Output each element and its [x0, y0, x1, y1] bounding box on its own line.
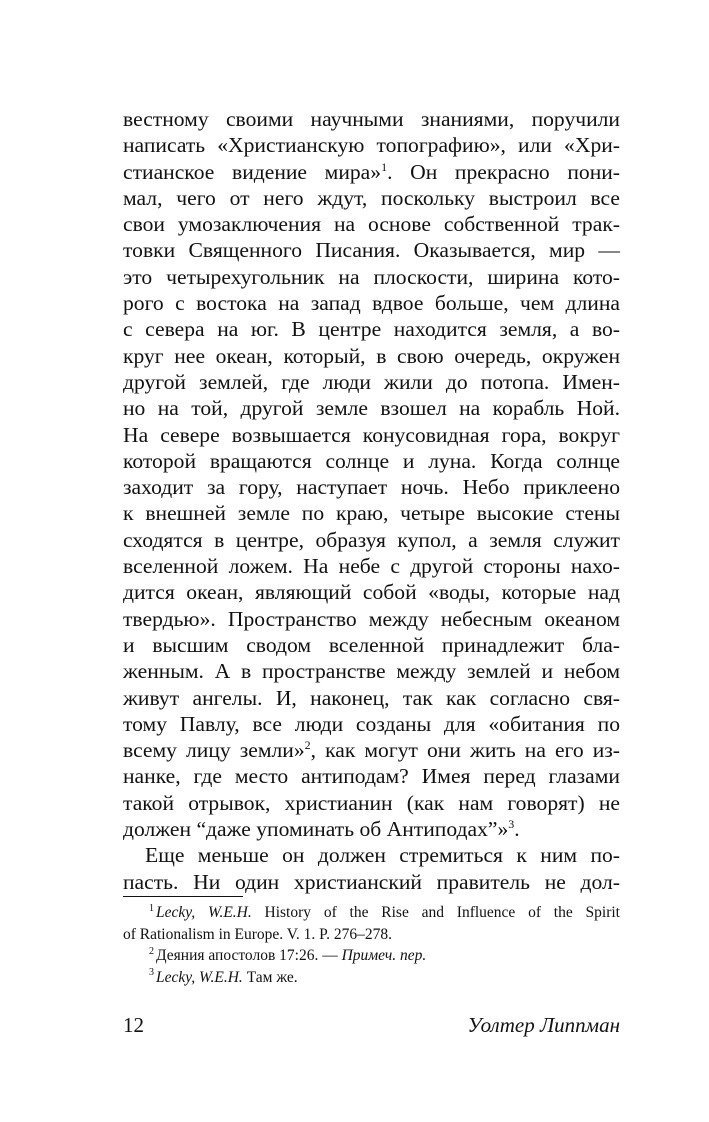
- translator-note: Примеч. пер.: [341, 947, 427, 964]
- footnote-3: [123, 967, 620, 989]
- footnote-separator: [123, 896, 243, 897]
- text-line: женным. А в пространстве между землей и небом: [123, 659, 620, 684]
- text-line: которой вращаются солнце и луна. Когда солнце: [123, 448, 620, 473]
- text-line: это четырехугольник на плоскости, ширина кото-: [123, 264, 620, 289]
- page-footer: [123, 1010, 620, 1040]
- text-line: живут ангелы. И, наконец, так как согласно свя-: [123, 685, 620, 710]
- text-line: вселенной ложем. На небе с другой стороны нахо-: [123, 554, 620, 579]
- text-line: сходятся в центре, образуя купол, а земля служит: [123, 527, 620, 552]
- text-line: рого с востока на запад вдвое больше, чем длина: [123, 291, 620, 316]
- text-line-start: всему лицу земли»: [123, 738, 305, 763]
- footnotes: [123, 902, 620, 988]
- text-line-start: стианское видение мира»: [123, 159, 382, 184]
- text-line: к внешней земле по краю, четыре высокие стены: [123, 501, 620, 526]
- text-line: вестному своими научными знаниями, поручили: [123, 107, 620, 131]
- footnote-1: [123, 902, 620, 924]
- text-line: нанке, где место антиподам? Имея перед глазами: [123, 764, 620, 789]
- text-line-end: .: [514, 817, 520, 842]
- footnote-text: Деяния апостолов 17:26. —: [156, 947, 342, 964]
- running-head-author: Уолтер Липпман: [467, 1013, 620, 1037]
- text-line: [123, 737, 620, 763]
- text-line: На севере возвышается конусовидная гора, вокруг: [123, 422, 620, 447]
- footnote-ref-2[interactable]: 2: [304, 737, 311, 752]
- text-line: [123, 816, 620, 842]
- footnote-author: Lecky, W.E.H.: [156, 904, 252, 921]
- text-line: другой землей, где люди жили до потопа. Имен-: [123, 369, 620, 394]
- text-line: дится океан, являющий собой «воды, которые над: [123, 580, 620, 605]
- footnote-ref-1[interactable]: 1: [381, 159, 388, 174]
- text-line: но на той, другой земле взошел на корабль Ной.: [123, 396, 620, 421]
- text-line: тому Павлу, все люди созданы для «обитания по: [123, 711, 620, 736]
- text-line: заходит за гору, наступает ночь. Небо приклеено: [123, 475, 620, 500]
- footnote-mark: 2: [149, 945, 154, 957]
- footnote-mark: 1: [149, 902, 154, 914]
- text-line: и высшим сводом вселенной принадлежит бла-: [123, 632, 620, 657]
- text-line: Еще меньше он должен стремиться к ним по-: [145, 843, 620, 868]
- text-line: пасть. Ни один христианский правитель не дол-: [123, 869, 620, 894]
- text-line: с севера на юг. В центре находится земля, а во-: [123, 317, 620, 342]
- body-text: [123, 106, 620, 895]
- page-number: 12: [123, 1013, 144, 1037]
- text-line: твердью». Пространство между небесным океаном: [123, 606, 620, 631]
- footnote-2: [123, 945, 620, 967]
- text-line: написать «Христианскую топографию», или «Хри-: [123, 133, 620, 158]
- footnote-mark: 3: [149, 967, 154, 979]
- footnote-text: History of the Rise and Influence of the Spirit: [251, 904, 620, 921]
- text-line: товки Священного Писания. Оказывается, мир —: [123, 238, 620, 263]
- text-line: круг нее океан, который, в свою очередь, окружен: [123, 343, 620, 368]
- text-line-end: . Он прекрасно пони-: [387, 159, 620, 184]
- footnote-1-continued: of Rationalism in Europe. V. 1. P. 276–278.: [123, 925, 392, 943]
- footnote-text: Там же.: [242, 968, 298, 986]
- footnote-ref-3[interactable]: 3: [508, 816, 515, 831]
- text-line-start: должен “даже упоминать об Антиподах”»: [123, 817, 509, 842]
- text-line: [123, 159, 620, 185]
- text-line-end: , как могут они жить на его из-: [310, 738, 620, 763]
- text-line: такой отрывок, христианин (как нам говорят) не: [123, 790, 620, 815]
- text-line: мал, чего от него ждут, поскольку выстроил все: [123, 185, 620, 210]
- text-line: свои умозаключения на основе собственной трак-: [123, 212, 620, 237]
- footnote-author: Lecky, W.E.H.: [156, 968, 243, 986]
